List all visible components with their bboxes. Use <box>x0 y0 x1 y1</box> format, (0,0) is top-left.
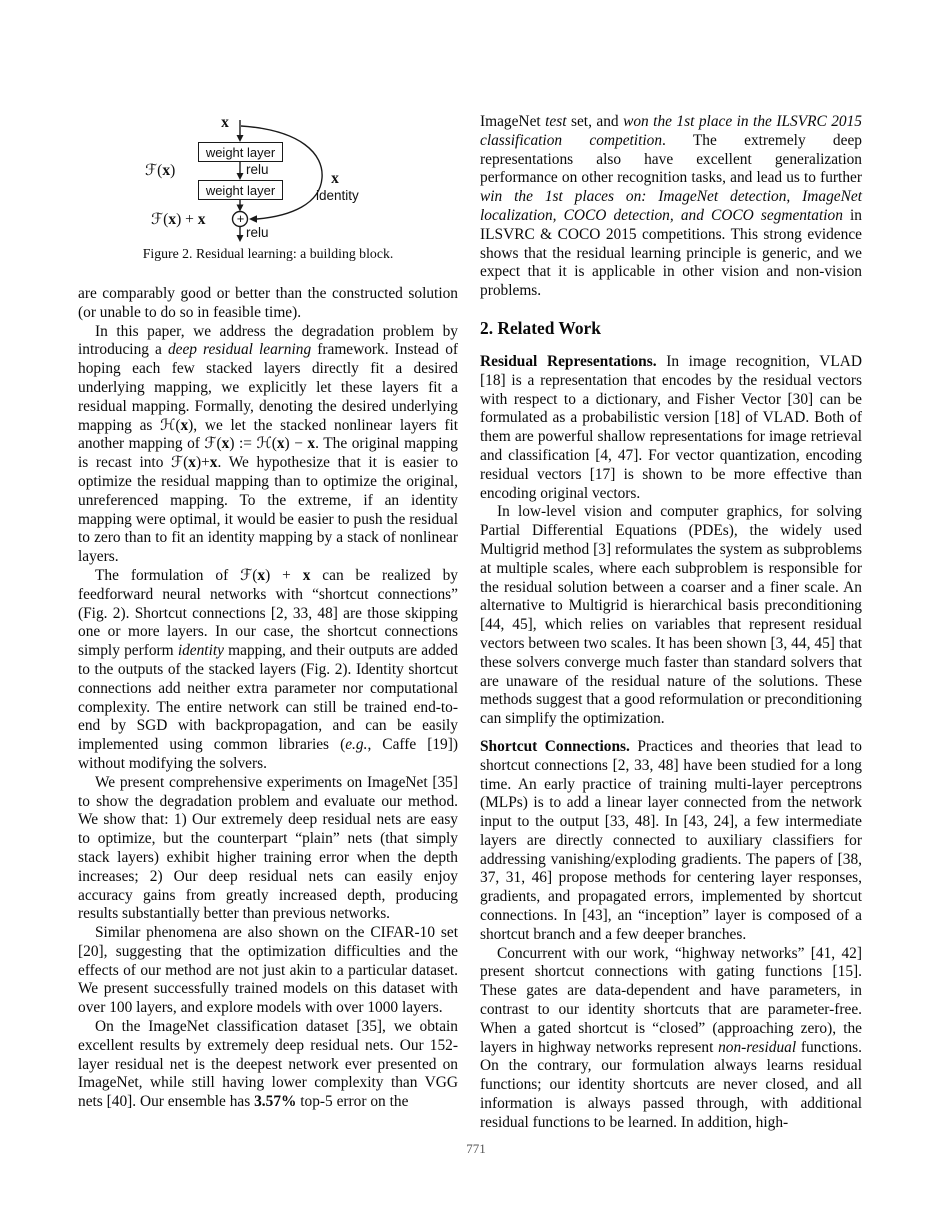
figure-2 <box>78 112 458 262</box>
sum-output-label: ℱ(x) + x <box>151 211 206 228</box>
shortcut-x-label: x <box>331 170 339 187</box>
add-operator-icon: + <box>236 211 245 226</box>
paragraph: We present comprehensive experiments on ImageNet [35] to show the degradation problem and evaluate our method. We show that: 1) Our extremely deep residual nets are easy to optimize, but the counterpart “plain” nets (that simply stack layers) exhibit higher training error when the depth increases; 2) Our deep residual nets can easily enjoy accuracy gains from greatly increased depth, producing results substantially better than previous networks. <box>78 773 458 923</box>
left-column <box>78 285 458 1112</box>
paragraph: Similar phenomena are also shown on the CIFAR-10 set [20], suggesting that the optimization difficulties and the effects of our method are not just akin to a particular dataset. We present successfully trained models on this dataset with over 100 layers, and explore models with over 1000 layers. <box>78 924 458 1017</box>
relu-middle-label: relu <box>246 162 269 177</box>
paragraph-shortcut-connections: Shortcut Connections. Practices and theories that lead to shortcut connections [2, 33, 48] have been studied for a long time. An early practice of training multi-layer perceptrons (MLPs) is to add a linear layer connected from the network input to the output [33, 48]. In [43, 24], a few intermediate layers are directly connected to auxiliary classifiers for addressing vanishing/exploding gradients. The papers of [38, 37, 31, 46] propose methods for centering layer responses, gradients, and propagated errors, implemented by shortcut connections. In [43], an “inception” layer is composed of a shortcut branch and a few deeper branches. <box>480 737 863 943</box>
paragraph: ImageNet test set, and won the 1st place in the ILSVRC 2015 classification competition. The extremely deep representations also have excellent generalization performance on other recognition tasks, and lead us to further win the 1st places on: ImageNet detection, ImageNet localization, COCO detection, and COCO segmentation in ILSVRC & COCO 2015 competitions. This strong evidence shows that the residual learning principle is generic, and we expect that it is applicable in other vision and non-vision problems. <box>480 113 863 300</box>
section-heading-related-work: 2. Related Work <box>480 317 601 338</box>
weight-layer-1-label: weight layer <box>205 144 276 160</box>
right-column <box>480 113 862 1133</box>
paragraph: Concurrent with our work, “highway networks” [41, 42] present shortcut connections with gating functions [15]. These gates are data-dependent and have parameters, in contrast to our identity shortcuts that are parameter-free. When a gated shortcut is “closed” (approaching zero), the layers in highway networks represent non-residual functions. On the contrary, our formulation always learns residual functions; our identity shortcuts are never closed, and all information is always passed through, with additional residual functions to be learned. In addition, high- <box>480 944 862 1131</box>
page-number: 771 <box>466 1141 486 1156</box>
residual-block-diagram <box>133 112 433 245</box>
relu-output-label: relu <box>246 225 269 240</box>
weight-layer-2-label: weight layer <box>205 182 276 198</box>
diagram-input-x-label: x <box>221 114 229 131</box>
figure-caption: Figure 2. Residual learning: a building block. <box>142 246 394 261</box>
weight-layer-box-1 <box>198 142 283 162</box>
residual-function-label: ℱ(x) <box>145 162 176 179</box>
weight-layer-box-2 <box>198 180 283 200</box>
paragraph-residual-representations: Residual Representations. In image recognition, VLAD [18] is a representation that encodes by the residual vectors with respect to a dictionary, and Fisher Vector [30] can be formulated as a probabilistic version [18] of VLAD. Both of them are powerful shallow representations for image retrieval and classification [4, 47]. For vector quantization, encoding residual vectors [17] is shown to be more effective than encoding original vectors. <box>480 352 862 502</box>
paragraph: On the ImageNet classification dataset [35], we obtain excellent results by extremely deep residual nets. Our 152-layer residual net is the deepest network ever presented on ImageNet, while still having lower complexity than VGG nets [40]. Our ensemble has 3.57% top-5 error on the <box>78 1018 458 1111</box>
identity-label: identity <box>316 188 359 203</box>
paragraph: are comparably good or better than the constructed solution (or unable to do so in feasible time). <box>78 285 458 321</box>
paragraph: In this paper, we address the degradation problem by introducing a deep residual learning framework. Instead of hoping each few stacked layers directly fit a desired underlying mapping, we explicitly let these layers fit a residual mapping. Formally, denoting the desired underlying mapping as ℋ(x), we let the stacked nonlinear layers fit another mapping of ℱ(x) := ℋ(x) − x. The original mapping is recast into ℱ(x)+x. We hypothesize that it is easier to optimize the residual mapping than to optimize the original, unreferenced mapping. To the extreme, if an identity mapping were optimal, it would be easier to push the residual to zero than to fit an identity mapping by a stack of nonlinear layers. <box>78 322 459 566</box>
paragraph: In low-level vision and computer graphics, for solving Partial Differential Equations (PDEs), the widely used Multigrid method [3] reformulates the system as subproblems at multiple scales, where each subproblem is responsible for the residual solution between a coarser and a finer scale. An alternative to Multigrid is hierarchical basis preconditioning [44, 45], which relies on variables that represent residual vectors between two scales. It has been shown [3, 44, 45] that these solvers converge much faster than standard solvers that are unaware of the residual nature of the solutions. These methods suggest that a good reformulation or preconditioning can simplify the optimization. <box>480 503 862 728</box>
paragraph: The formulation of ℱ(x) + x can be realized by feedforward neural networks with “shortcut connections” (Fig. 2). Shortcut connections [2, 33, 48] are those skipping one or more layers. In our case, the shortcut connections simply perform identity mapping, and their outputs are added to the outputs of the stacked layers (Fig. 2). Identity shortcut connections add neither extra parameter nor computational complexity. The entire network can still be trained end-to-end by SGD with backpropagation, and can be easily implemented using common libraries (e.g., Caffe [19]) without modifying the solvers. <box>78 566 458 772</box>
